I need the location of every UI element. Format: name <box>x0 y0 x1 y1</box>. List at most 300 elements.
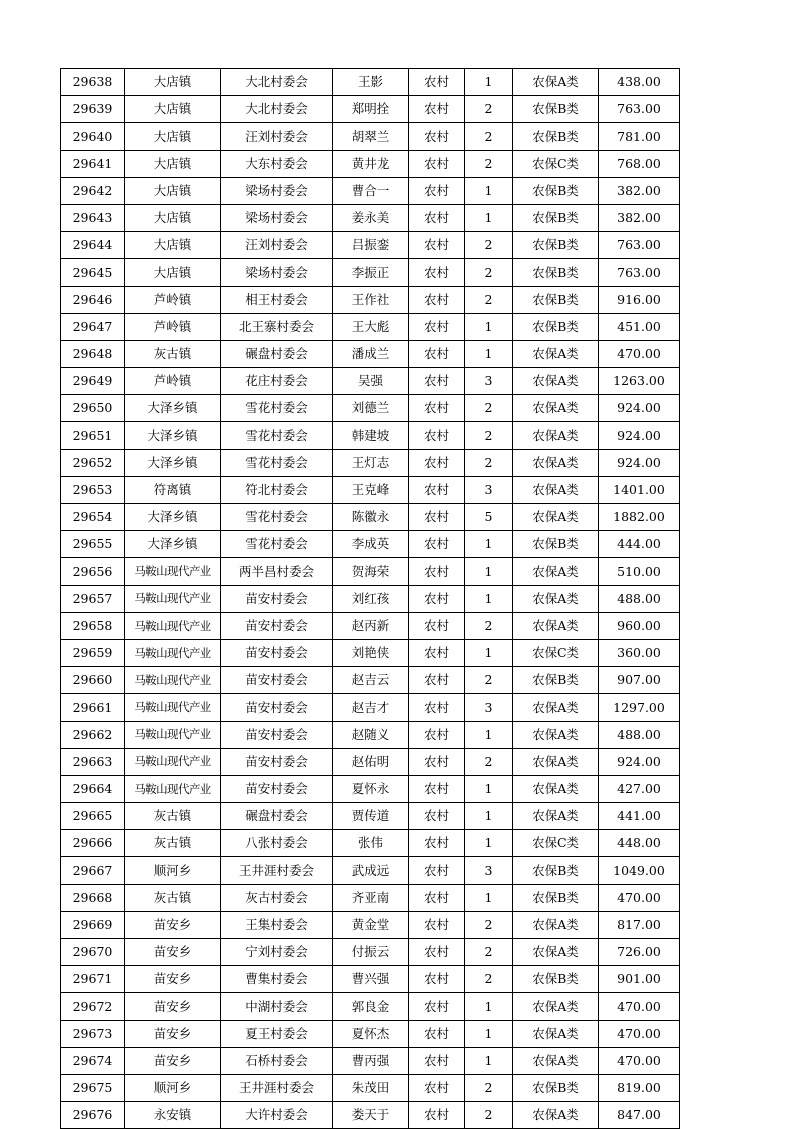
cell-town: 苗安乡 <box>125 966 221 993</box>
cell-town: 大店镇 <box>125 204 221 231</box>
cell-town: 大店镇 <box>125 177 221 204</box>
cell-count: 3 <box>465 368 513 395</box>
cell-count: 2 <box>465 748 513 775</box>
cell-household_type: 农村 <box>409 476 465 503</box>
cell-category: 农保B类 <box>513 96 599 123</box>
cell-amount: 924.00 <box>599 449 680 476</box>
cell-name: 郑明拴 <box>333 96 409 123</box>
table-row <box>61 612 680 639</box>
table-row <box>61 639 680 666</box>
cell-count: 2 <box>465 911 513 938</box>
cell-town: 马鞍山现代产业 <box>125 721 221 748</box>
cell-count: 1 <box>465 884 513 911</box>
cell-household_type: 农村 <box>409 993 465 1020</box>
cell-id: 29673 <box>61 1020 125 1047</box>
cell-count: 1 <box>465 204 513 231</box>
cell-amount: 763.00 <box>599 96 680 123</box>
cell-town: 马鞍山现代产业 <box>125 612 221 639</box>
cell-household_type: 农村 <box>409 639 465 666</box>
cell-amount: 1401.00 <box>599 476 680 503</box>
table-row <box>61 177 680 204</box>
cell-id: 29648 <box>61 340 125 367</box>
cell-id: 29641 <box>61 150 125 177</box>
cell-category: 农保B类 <box>513 667 599 694</box>
cell-town: 马鞍山现代产业 <box>125 694 221 721</box>
table-row <box>61 775 680 802</box>
table-row <box>61 123 680 150</box>
cell-count: 1 <box>465 639 513 666</box>
cell-amount: 1049.00 <box>599 857 680 884</box>
cell-household_type: 农村 <box>409 721 465 748</box>
table-row <box>61 1020 680 1047</box>
cell-name: 曹合一 <box>333 177 409 204</box>
table-row <box>61 911 680 938</box>
cell-village: 宁刘村委会 <box>221 939 333 966</box>
cell-town: 马鞍山现代产业 <box>125 748 221 775</box>
cell-village: 雪花村委会 <box>221 395 333 422</box>
cell-town: 大店镇 <box>125 150 221 177</box>
cell-amount: 470.00 <box>599 1047 680 1074</box>
cell-village: 苗安村委会 <box>221 721 333 748</box>
cell-name: 黄井龙 <box>333 150 409 177</box>
cell-amount: 916.00 <box>599 286 680 313</box>
cell-id: 29669 <box>61 911 125 938</box>
cell-name: 张伟 <box>333 830 409 857</box>
cell-name: 胡翠兰 <box>333 123 409 150</box>
table-row <box>61 694 680 721</box>
cell-count: 5 <box>465 504 513 531</box>
cell-category: 农保A类 <box>513 1102 599 1129</box>
cell-id: 29650 <box>61 395 125 422</box>
cell-household_type: 农村 <box>409 966 465 993</box>
table-row <box>61 748 680 775</box>
cell-name: 武成远 <box>333 857 409 884</box>
cell-count: 1 <box>465 1047 513 1074</box>
cell-name: 黄金堂 <box>333 911 409 938</box>
cell-category: 农保B类 <box>513 259 599 286</box>
cell-name: 吕振銮 <box>333 232 409 259</box>
cell-household_type: 农村 <box>409 694 465 721</box>
cell-amount: 382.00 <box>599 204 680 231</box>
cell-town: 灰古镇 <box>125 830 221 857</box>
cell-village: 苗安村委会 <box>221 639 333 666</box>
cell-amount: 1263.00 <box>599 368 680 395</box>
cell-name: 刘艳侠 <box>333 639 409 666</box>
cell-id: 29674 <box>61 1047 125 1074</box>
cell-household_type: 农村 <box>409 1047 465 1074</box>
cell-village: 梁场村委会 <box>221 204 333 231</box>
cell-name: 赵佑明 <box>333 748 409 775</box>
cell-village: 相王村委会 <box>221 286 333 313</box>
cell-count: 2 <box>465 232 513 259</box>
cell-village: 八张村委会 <box>221 830 333 857</box>
cell-village: 夏王村委会 <box>221 1020 333 1047</box>
cell-household_type: 农村 <box>409 96 465 123</box>
cell-name: 郭良金 <box>333 993 409 1020</box>
cell-town: 苗安乡 <box>125 911 221 938</box>
cell-count: 1 <box>465 993 513 1020</box>
cell-category: 农保A类 <box>513 395 599 422</box>
cell-category: 农保A类 <box>513 911 599 938</box>
cell-village: 汪刘村委会 <box>221 232 333 259</box>
cell-id: 29671 <box>61 966 125 993</box>
cell-count: 2 <box>465 612 513 639</box>
cell-count: 2 <box>465 395 513 422</box>
table-row <box>61 204 680 231</box>
cell-category: 农保A类 <box>513 69 599 96</box>
cell-count: 2 <box>465 667 513 694</box>
cell-household_type: 农村 <box>409 1074 465 1101</box>
cell-id: 29675 <box>61 1074 125 1101</box>
cell-count: 2 <box>465 96 513 123</box>
cell-name: 韩建坡 <box>333 422 409 449</box>
cell-household_type: 农村 <box>409 368 465 395</box>
table-row <box>61 286 680 313</box>
cell-household_type: 农村 <box>409 531 465 558</box>
cell-id: 29640 <box>61 123 125 150</box>
table-row <box>61 1074 680 1101</box>
cell-amount: 488.00 <box>599 721 680 748</box>
cell-amount: 360.00 <box>599 639 680 666</box>
cell-town: 大泽乡镇 <box>125 395 221 422</box>
cell-village: 两半昌村委会 <box>221 558 333 585</box>
table-row <box>61 340 680 367</box>
cell-name: 王灯志 <box>333 449 409 476</box>
table-row <box>61 939 680 966</box>
cell-category: 农保A类 <box>513 449 599 476</box>
cell-id: 29672 <box>61 993 125 1020</box>
table-row <box>61 1047 680 1074</box>
table-row <box>61 449 680 476</box>
cell-amount: 1297.00 <box>599 694 680 721</box>
cell-village: 梁场村委会 <box>221 177 333 204</box>
cell-town: 大泽乡镇 <box>125 504 221 531</box>
cell-town: 永安镇 <box>125 1102 221 1129</box>
cell-count: 2 <box>465 966 513 993</box>
cell-amount: 1882.00 <box>599 504 680 531</box>
cell-village: 梁场村委会 <box>221 259 333 286</box>
cell-household_type: 农村 <box>409 585 465 612</box>
cell-count: 2 <box>465 286 513 313</box>
table-row <box>61 667 680 694</box>
table-row <box>61 150 680 177</box>
cell-amount: 427.00 <box>599 775 680 802</box>
cell-category: 农保B类 <box>513 177 599 204</box>
cell-name: 赵随义 <box>333 721 409 748</box>
cell-village: 碾盘村委会 <box>221 340 333 367</box>
cell-id: 29665 <box>61 803 125 830</box>
cell-household_type: 农村 <box>409 857 465 884</box>
cell-category: 农保A类 <box>513 721 599 748</box>
cell-name: 赵吉云 <box>333 667 409 694</box>
cell-category: 农保A类 <box>513 476 599 503</box>
cell-town: 苗安乡 <box>125 1047 221 1074</box>
cell-id: 29643 <box>61 204 125 231</box>
cell-count: 1 <box>465 830 513 857</box>
cell-category: 农保B类 <box>513 531 599 558</box>
cell-village: 中湖村委会 <box>221 993 333 1020</box>
cell-category: 农保A类 <box>513 775 599 802</box>
cell-household_type: 农村 <box>409 504 465 531</box>
cell-category: 农保A类 <box>513 504 599 531</box>
cell-name: 姜永美 <box>333 204 409 231</box>
cell-amount: 441.00 <box>599 803 680 830</box>
cell-id: 29647 <box>61 313 125 340</box>
cell-name: 赵吉才 <box>333 694 409 721</box>
cell-category: 农保A类 <box>513 422 599 449</box>
cell-village: 苗安村委会 <box>221 748 333 775</box>
cell-town: 芦岭镇 <box>125 313 221 340</box>
cell-village: 王集村委会 <box>221 911 333 938</box>
table-row <box>61 531 680 558</box>
cell-village: 符北村委会 <box>221 476 333 503</box>
cell-town: 灰古镇 <box>125 884 221 911</box>
cell-id: 29657 <box>61 585 125 612</box>
cell-id: 29649 <box>61 368 125 395</box>
table-row <box>61 721 680 748</box>
cell-id: 29659 <box>61 639 125 666</box>
cell-count: 1 <box>465 1020 513 1047</box>
cell-village: 北王寨村委会 <box>221 313 333 340</box>
cell-id: 29651 <box>61 422 125 449</box>
cell-id: 29661 <box>61 694 125 721</box>
subsidy-table <box>60 68 680 1129</box>
cell-village: 汪刘村委会 <box>221 123 333 150</box>
cell-village: 大许村委会 <box>221 1102 333 1129</box>
cell-name: 潘成兰 <box>333 340 409 367</box>
cell-household_type: 农村 <box>409 558 465 585</box>
cell-category: 农保A类 <box>513 748 599 775</box>
cell-name: 付振云 <box>333 939 409 966</box>
cell-category: 农保C类 <box>513 639 599 666</box>
cell-household_type: 农村 <box>409 449 465 476</box>
cell-category: 农保B类 <box>513 313 599 340</box>
cell-count: 2 <box>465 259 513 286</box>
table-row <box>61 966 680 993</box>
cell-category: 农保B类 <box>513 232 599 259</box>
cell-count: 1 <box>465 803 513 830</box>
cell-category: 农保A类 <box>513 558 599 585</box>
cell-town: 大店镇 <box>125 232 221 259</box>
cell-name: 刘德兰 <box>333 395 409 422</box>
table-row <box>61 1102 680 1129</box>
cell-category: 农保A类 <box>513 1020 599 1047</box>
cell-amount: 924.00 <box>599 395 680 422</box>
cell-household_type: 农村 <box>409 748 465 775</box>
cell-town: 马鞍山现代产业 <box>125 667 221 694</box>
cell-id: 29646 <box>61 286 125 313</box>
cell-town: 顺河乡 <box>125 1074 221 1101</box>
cell-household_type: 农村 <box>409 395 465 422</box>
cell-town: 苗安乡 <box>125 1020 221 1047</box>
cell-category: 农保A类 <box>513 585 599 612</box>
cell-amount: 488.00 <box>599 585 680 612</box>
cell-count: 1 <box>465 558 513 585</box>
table-row <box>61 422 680 449</box>
cell-name: 王克峰 <box>333 476 409 503</box>
cell-category: 农保A类 <box>513 803 599 830</box>
cell-household_type: 农村 <box>409 340 465 367</box>
table-container <box>60 68 679 1129</box>
cell-count: 1 <box>465 69 513 96</box>
table-row <box>61 96 680 123</box>
cell-amount: 444.00 <box>599 531 680 558</box>
cell-household_type: 农村 <box>409 830 465 857</box>
cell-amount: 924.00 <box>599 422 680 449</box>
cell-town: 马鞍山现代产业 <box>125 585 221 612</box>
cell-town: 大店镇 <box>125 259 221 286</box>
table-row <box>61 884 680 911</box>
cell-name: 娄天于 <box>333 1102 409 1129</box>
table-row <box>61 803 680 830</box>
cell-id: 29656 <box>61 558 125 585</box>
cell-village: 碾盘村委会 <box>221 803 333 830</box>
cell-category: 农保A类 <box>513 939 599 966</box>
cell-amount: 438.00 <box>599 69 680 96</box>
cell-amount: 510.00 <box>599 558 680 585</box>
cell-name: 李振正 <box>333 259 409 286</box>
cell-household_type: 农村 <box>409 612 465 639</box>
table-row <box>61 232 680 259</box>
cell-id: 29664 <box>61 775 125 802</box>
cell-town: 灰古镇 <box>125 340 221 367</box>
cell-id: 29654 <box>61 504 125 531</box>
cell-id: 29655 <box>61 531 125 558</box>
cell-count: 2 <box>465 1074 513 1101</box>
cell-name: 赵丙新 <box>333 612 409 639</box>
cell-count: 1 <box>465 585 513 612</box>
cell-amount: 382.00 <box>599 177 680 204</box>
cell-household_type: 农村 <box>409 204 465 231</box>
cell-household_type: 农村 <box>409 123 465 150</box>
cell-count: 1 <box>465 721 513 748</box>
cell-household_type: 农村 <box>409 803 465 830</box>
cell-household_type: 农村 <box>409 177 465 204</box>
cell-amount: 470.00 <box>599 340 680 367</box>
cell-category: 农保C类 <box>513 830 599 857</box>
cell-household_type: 农村 <box>409 1102 465 1129</box>
cell-village: 雪花村委会 <box>221 422 333 449</box>
cell-category: 农保A类 <box>513 612 599 639</box>
cell-village: 雪花村委会 <box>221 531 333 558</box>
cell-household_type: 农村 <box>409 911 465 938</box>
cell-household_type: 农村 <box>409 667 465 694</box>
cell-amount: 817.00 <box>599 911 680 938</box>
cell-id: 29662 <box>61 721 125 748</box>
cell-id: 29644 <box>61 232 125 259</box>
cell-village: 苗安村委会 <box>221 775 333 802</box>
cell-id: 29638 <box>61 69 125 96</box>
cell-village: 苗安村委会 <box>221 585 333 612</box>
cell-name: 王影 <box>333 69 409 96</box>
cell-count: 1 <box>465 775 513 802</box>
cell-town: 大店镇 <box>125 123 221 150</box>
table-row <box>61 993 680 1020</box>
cell-amount: 781.00 <box>599 123 680 150</box>
cell-count: 2 <box>465 939 513 966</box>
cell-id: 29667 <box>61 857 125 884</box>
cell-name: 曹丙强 <box>333 1047 409 1074</box>
cell-household_type: 农村 <box>409 69 465 96</box>
cell-town: 苗安乡 <box>125 939 221 966</box>
cell-amount: 470.00 <box>599 993 680 1020</box>
cell-town: 芦岭镇 <box>125 368 221 395</box>
cell-category: 农保A类 <box>513 993 599 1020</box>
cell-category: 农保B类 <box>513 286 599 313</box>
cell-village: 曹集村委会 <box>221 966 333 993</box>
cell-category: 农保B类 <box>513 1074 599 1101</box>
cell-amount: 924.00 <box>599 748 680 775</box>
cell-household_type: 农村 <box>409 1020 465 1047</box>
cell-count: 2 <box>465 449 513 476</box>
cell-amount: 470.00 <box>599 884 680 911</box>
table-row <box>61 830 680 857</box>
cell-name: 李成英 <box>333 531 409 558</box>
cell-category: 农保A类 <box>513 340 599 367</box>
cell-town: 大店镇 <box>125 69 221 96</box>
cell-amount: 451.00 <box>599 313 680 340</box>
cell-household_type: 农村 <box>409 259 465 286</box>
cell-count: 2 <box>465 150 513 177</box>
cell-id: 29663 <box>61 748 125 775</box>
cell-amount: 470.00 <box>599 1020 680 1047</box>
cell-count: 1 <box>465 177 513 204</box>
cell-amount: 901.00 <box>599 966 680 993</box>
cell-count: 1 <box>465 340 513 367</box>
table-row <box>61 504 680 531</box>
cell-town: 灰古镇 <box>125 803 221 830</box>
cell-household_type: 农村 <box>409 232 465 259</box>
cell-count: 3 <box>465 694 513 721</box>
cell-category: 农保B类 <box>513 204 599 231</box>
table-row <box>61 259 680 286</box>
cell-town: 芦岭镇 <box>125 286 221 313</box>
cell-village: 苗安村委会 <box>221 667 333 694</box>
cell-name: 曹兴强 <box>333 966 409 993</box>
cell-village: 苗安村委会 <box>221 694 333 721</box>
cell-town: 顺河乡 <box>125 857 221 884</box>
cell-amount: 847.00 <box>599 1102 680 1129</box>
table-row <box>61 69 680 96</box>
cell-village: 大东村委会 <box>221 150 333 177</box>
table-row <box>61 476 680 503</box>
cell-count: 1 <box>465 531 513 558</box>
cell-id: 29645 <box>61 259 125 286</box>
cell-name: 陈徽永 <box>333 504 409 531</box>
cell-town: 大泽乡镇 <box>125 531 221 558</box>
cell-village: 苗安村委会 <box>221 612 333 639</box>
cell-amount: 960.00 <box>599 612 680 639</box>
table-row <box>61 313 680 340</box>
cell-category: 农保A类 <box>513 694 599 721</box>
cell-village: 灰古村委会 <box>221 884 333 911</box>
cell-name: 吴强 <box>333 368 409 395</box>
cell-household_type: 农村 <box>409 884 465 911</box>
cell-category: 农保A类 <box>513 368 599 395</box>
cell-household_type: 农村 <box>409 313 465 340</box>
cell-household_type: 农村 <box>409 775 465 802</box>
cell-count: 3 <box>465 857 513 884</box>
cell-amount: 819.00 <box>599 1074 680 1101</box>
table-row <box>61 395 680 422</box>
cell-id: 29670 <box>61 939 125 966</box>
cell-count: 3 <box>465 476 513 503</box>
cell-name: 刘红孩 <box>333 585 409 612</box>
cell-town: 马鞍山现代产业 <box>125 639 221 666</box>
cell-town: 马鞍山现代产业 <box>125 558 221 585</box>
cell-town: 符离镇 <box>125 476 221 503</box>
table-row <box>61 585 680 612</box>
